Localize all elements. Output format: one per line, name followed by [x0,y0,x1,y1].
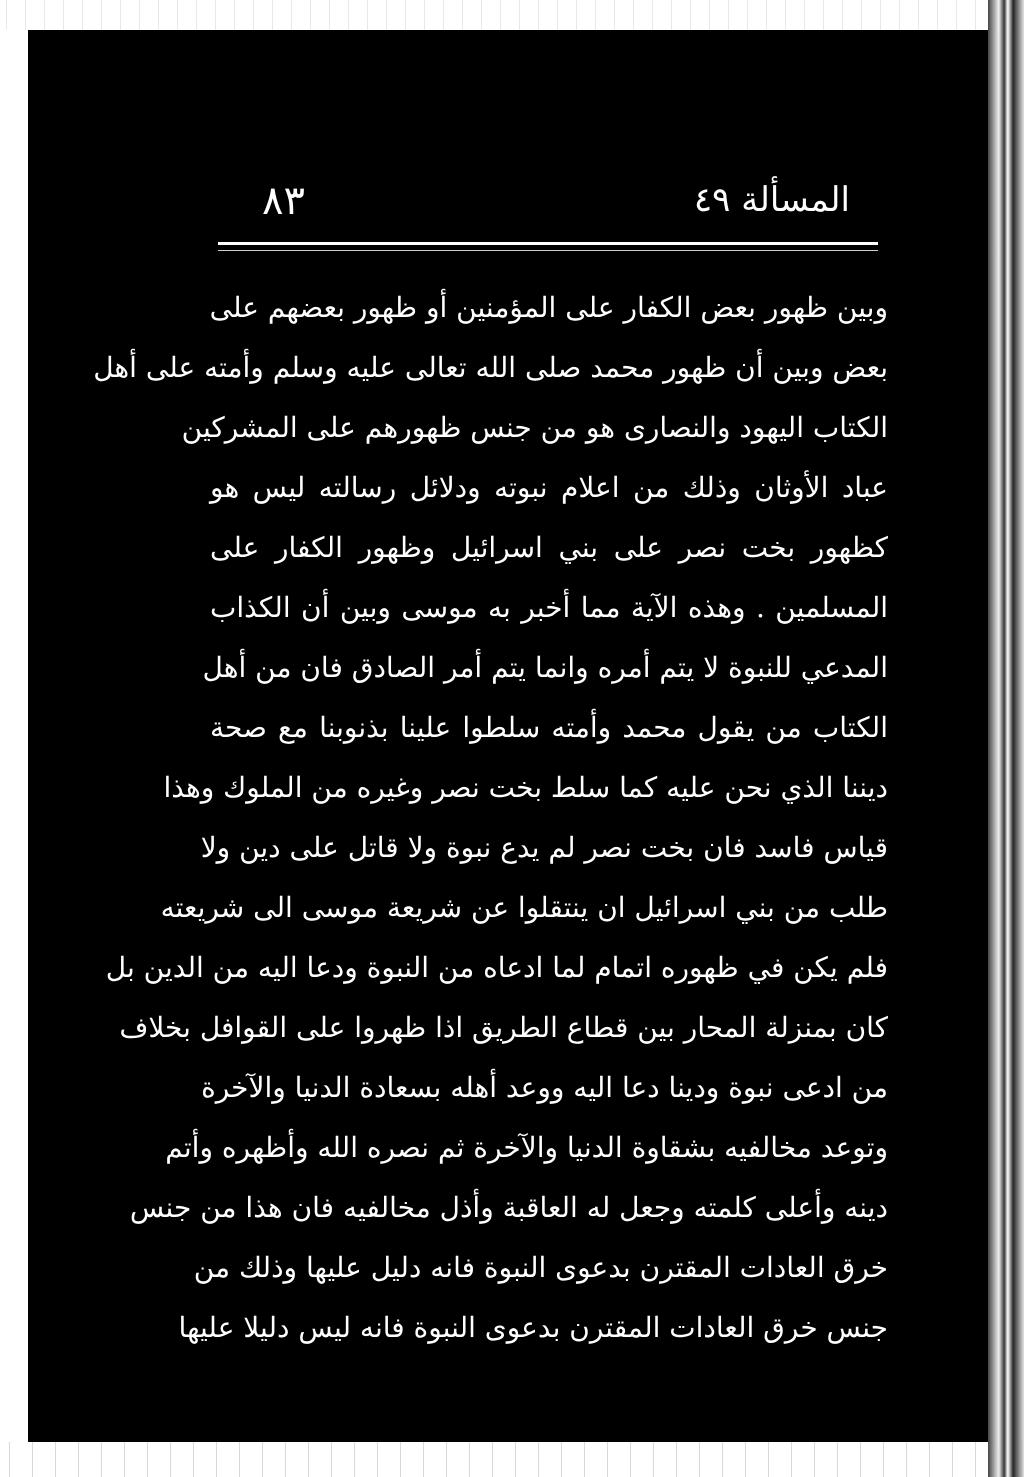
text-line: بعض وبين أن ظهور محمد صلى الله تعالى عليه وسلم وأمته على أهل [93,351,888,384]
text-line: فلم يكن في ظهوره اتمام لما ادعاه من النبوة ودعا اليه من الدين بل [105,951,888,984]
body-text [93,278,888,1358]
text-line: المسلمين . وهذه الآية مما أخبر به موسى وبين أن الكذاب [210,591,888,624]
scan-edge-top [0,0,1024,30]
text-line: المدعي للنبوة لا يتم أمره وانما يتم أمر الصادق فان من أهل [202,651,888,684]
text-line: وتوعد مخالفيه بشقاوة الدنيا والآخرة ثم نصره الله وأظهره وأتم [165,1131,888,1164]
scan-edge-bottom [0,1442,1024,1477]
text-line: جنس خرق العادات المقترن بدعوى النبوة فانه ليس دليلا عليها [178,1311,888,1344]
header-rule [218,242,878,245]
text-line: وبين ظهور بعض الكفار على المؤمنين أو ظهور بعضهم على [209,291,888,324]
page-number: ٨٣ [262,178,305,224]
text-line: كان بمنزلة المحار بين قطاع الطريق اذا ظهروا على القوافل بخلاف [119,1011,888,1044]
text-line: كظهور بخت نصر على بني اسرائيل وظهور الكفار على [210,531,888,564]
text-line: عباد الأوثان وذلك من اعلام نبوته ودلائل رسالته ليس هو [210,471,888,504]
text-line: الكتاب من يقول محمد وأمته سلطوا علينا بذنوبنا مع صحة [210,711,888,744]
text-line: طلب من بني اسرائيل ان ينتقلوا عن شريعة موسى الى شريعته [160,891,888,924]
text-line: خرق العادات المقترن بدعوى النبوة فانه دليل عليها وذلك من [193,1251,888,1284]
text-line: قياس فاسد فان بخت نصر لم يدع نبوة ولا قاتل على دين ولا [200,831,888,864]
page-header [200,178,880,238]
scan-edge-right [988,0,1024,1477]
text-line: دينه وأعلى كلمته وجعل له العاقبة وأذل مخالفيه فان هذا من جنس [129,1191,888,1224]
text-line: ديننا الذي نحن عليه كما سلط بخت نصر وغيره من الملوك وهذا [163,771,888,804]
header-rule-thin [218,250,878,251]
text-line: الكتاب اليهود والنصارى هو من جنس ظهورهم على المشركين [181,411,888,444]
text-line: من ادعى نبوة ودينا دعا اليه ووعد أهله بسعادة الدنيا والآخرة [201,1071,888,1104]
section-title: المسألة ٤٩ [693,180,850,220]
